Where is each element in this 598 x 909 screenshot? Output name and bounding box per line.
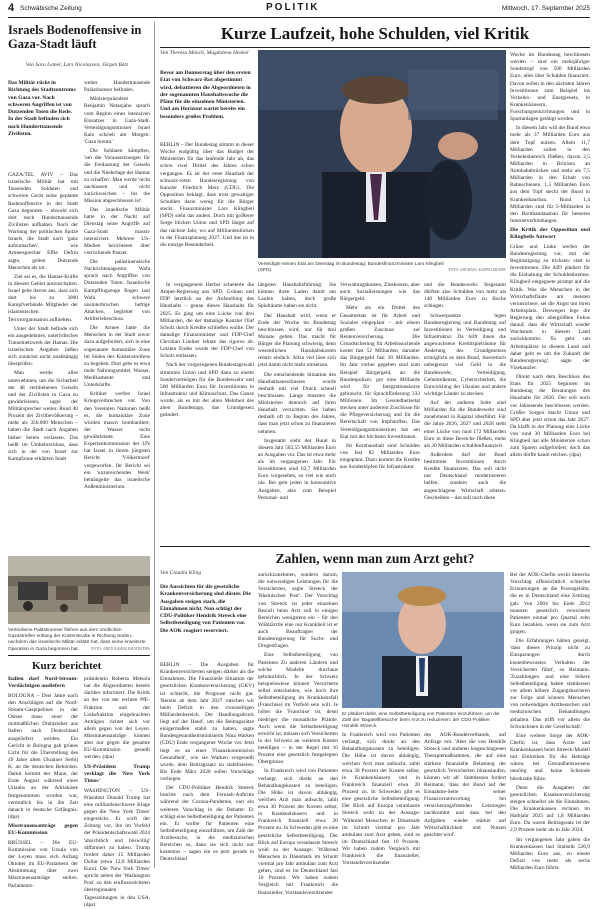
arzt-col3 xyxy=(424,732,506,868)
paragraph: Direkt nach dem Beschluss des Etats für 2025 beginnen im Bundestag die Beratungen des Haushalts für 2026. Der soll noch vor Jahresende beschlossen werden. Größer Sorgen macht Union und SPD aber jetzt schon das Jahr 2027. Da klafft in der Planung eine Lücke von rund 30 Milliarden Euro bei Klingbeil hat alle Ministerien schon zum Sparen aufgefordert, doch das allein dürfte kaum reichen. (dpa) xyxy=(510,374,590,459)
paragraph: Insgesamt sieht der Bund in diesem Jahr 502,55 Milliarden Euro an Ausgaben vor. Das ist etwa mehr als im vergangenen Jahr. Für Investitionen sind 62,7 Milliarden Euro vorgesehen, so viel wie noch nie. Bei geht jeden in konsumtive Ausgaben, also zum Beispiel Personal- und xyxy=(258,437,336,501)
arzt-col2 xyxy=(258,572,338,896)
paragraph: Ministerpräsident Benjamin Netanjahu sprach vom Beginn eines intensiven Einsatzes in Gaza-Stadt. Verteidigungsminister Israel Katz schrieb am Morgen: 'Gaza brennt.' xyxy=(84,96,150,145)
paragraph: In diesem Jahr will der Bund etwa mehr als 37 Milliarden Euro aus dem Topf nutzen. Allein 11,7 Milliarden sollen in den Verkehrsbereich fließen, davon 2,5 Milliarden in Brücken an Autobahnbrücken und mehr als 7,5 Milliarden in den Erhalt von Bahnschienen. 1,5 Milliarden Euro aus dem Topf steckt der Bund in Krankenhausbau. Rund 1,4 Milliarden sind für 5-Milliarden in den Breitbandausbau für besseres Internetverbindungen. xyxy=(510,125,590,224)
israel-body-col2 xyxy=(84,80,150,552)
budget-subhead: Die Kritik der Opposition und Klingbeils Antwort xyxy=(510,227,590,241)
paragraph: In Frankreich wird von Patienten verlangt, sich direkt an den Behandlungskosten zu beteiligen. Die Höhe ist davon abhängig, welchen Arzt man aufsucht, zahlt etwa 30 Prozent der Kosten selbst, in Krankenhäusern und in Frankreich finanziell etwa 20 Prozent zu. In Schweden gibt es eine gesetzliche Selbstbeteiligung. Der Blick auf Europa veranlasste Streeck wohl zu der Aussage: 'Während Menschen in Dänemark im Schnitt viermal pro Jahr ambulant zum Arzt gehen, sind es im Deutschland fast 10 Prozent. Wir haben zudem Vergleich mit Frankreich die finanzieller, Vorstandsvorsitzender xyxy=(342,732,420,867)
paragraph: Die Erfahrungen hätten gezeigt, 'dass dieses Prinzip nicht zu Einsparungen durch kostenbewusstes Verhalten der Versicherten führt', so Reimann. 'Zuzahlungen und eine höhere Selbstbeteiligung haben stattdessen vor allem höhere Zugangsbarrieren zur Folge und können Menschen von notwendigen Arztbesuchen und medizinischen Behandlungen abhalten. Das trifft vor allem die Schwächsten in der Gesellschaft.' xyxy=(510,638,590,730)
paragraph: Bei der AOK-Chefin weckt Streecks Vorschlag offensichtlich schlechte Erinnerungen an die Praxisgebühr, die es in Deutschland eine Zeitlang gab. Von 2004 bis Ende 2012 mussten gesetzlich versicherte Patienten einmal pro Quartal zehn Euro bezahlen, wenn sie zum Arzt gingen. xyxy=(510,572,590,635)
paragraph: Die Armee hatte die Menschen in der Stadt zuvor dazu aufgefordert, sich in eine sogenannte humanitäre Zone im Süden des Küstenstreifens zu begeben. Dort gebe es etwa mehr Nahrungsmittel, Wasser, Medikamente und Unterkünfte. xyxy=(84,325,150,389)
paragraph: weiter Hunderttausende Palästinenser befinden. xyxy=(84,80,150,94)
israel-lead: Das Militär rückt in Richtung des Stadtzentrums von Gaza vor. Nach schweren Angriffen ist von Dutzenden Toten die Rede. In der Stadt befinden sich noch Hunderttausende Zivilisten. xyxy=(8,80,76,137)
news-title: Misstrauensanträge gegen EU-Kommission xyxy=(8,823,78,837)
budget-headline: Kurze Laufzeit, hohe Schulden, viel Kritik xyxy=(220,24,530,43)
paragraph: Im vergangenen Jahr gaben die Krankenkassen laut Statistik 526,9 Milliarden Euro aus, zu einem Defizit von mehr als sechs Milliarden Euro führte. xyxy=(510,836,590,871)
paragraph: In vergangenem Herbst scheiterte die Ampel-Regierung aus SPD, Grünen und FDP letztlich an der Aufstellung des Haushalts – genau dieses Haushalts für 2025. Es ging um eine Lücke von drei Milliarden, die der damalige Kanzler Olaf Scholz durch Kredite schließen wollte. Der damalige Finanzminister und FDP-Chef Christian Lindner lehnte das rigoros ab. Letzten Endes wurde der FDP-Chef von Scholz entlassen. xyxy=(160,282,254,360)
paragraph: Die entscheidende Situation des Haushaltsausschusses wurde deshalb mit viel Druck schnell beschlossen. Lange mussten die Ministerien dennoch auf ihren Haushalt verzichten. Sie haben deshalb oft zu Beginn des Jahres, dass man jetzt schon zu finanzieren nehmen. xyxy=(258,371,336,435)
paragraph: Die Soldaten kämpften, 'um die Voraussetzungen für die Freilassung der Geiseln und die Niederlage der Hamas zu schaffen'. Man werde 'nicht nachlassen und nicht zurückweichen – bis die Mission abgeschlossen ist'. xyxy=(84,148,150,204)
issue-date: Mittwoch, 17. September 2025 xyxy=(501,5,590,12)
kurz-rule xyxy=(8,655,150,656)
paragraph: GAZA/TEL AVIV – Das israelische Militär hat mit Tausenden Soldaten und schweren Gerät seine geplante Bodenoffensive in der Stadt Gaza begonnen – obwohl sich dort noch Hunderttausende Zivilisten aufhalten. Nach der Warnung der politischen Spitze Israels, die Stadt nach 'ganz aufzumachen', wie Armeesprecher Effie Defrin sagte, gelten Dutzende Menschen als tot. xyxy=(8,172,78,271)
paragraph: Ziel sei es, die Hamas-Kräfte in diesem Gebiet auszuschalten. Israel gehe davon aus, dass sich dort bis zu 3000 Kampfverbände Mitglieder der islamistischen Terrororganisation aufhielten. xyxy=(8,273,78,323)
budget-col4 xyxy=(424,282,506,542)
news-text: BRÜSSEL – Die EU-Kommission von Ursula von der Leyen muss sich Anfang Oktober im EU-Parlament der Abstimmung über zwei Misstrauensanträge stellen. Parlaments- xyxy=(8,839,78,889)
section-title: POLITIK xyxy=(266,2,320,13)
kurz-col2 xyxy=(84,676,150,908)
paragraph: Im Kernhaushalt sind Schulden von fast 82 Milliarden Euro eingeplant. Dazu kommt die Kredite aus Sondertöpfen für Infrastruktur xyxy=(340,442,420,471)
klingbeil-photo-caption: Verteidigte seinen Etat am Dienstag im Bundestag: Bundesfinanzminister Lars Klingbeil (SPD). xyxy=(258,262,444,274)
paragraph: Außerdem darf der Bund bestimmte Investitionen durch Kredite finanzieren. Das soll nicht nur Deutschland modernisieren helfen, sondern auch die angeschlagene Wirtschaft stützen. Gescheiben – das soll noch diese xyxy=(424,451,506,501)
news-title: US-Präsident Trump verklagt die 'New York Times' xyxy=(84,763,150,785)
news-text: präsidentin Roberta Metsola hat die Abgeordneten bereits darüber informiert. Die Kritik an der von der rechten PfE-Fraktion und der Linksfraktion eingebrachten Anträgen richtet sich vor allem gegen von der Leyen. Misstrauensanträge können aber nur gegen die gesamte EU-Kommission gestellt werden. (dpa) xyxy=(84,676,150,761)
paragraph: Eine weitere Sorge der AOK-Chefin ist, dass Ärzte und Krankenkassen beim Streeck-Modell mit Eintreiben für die Beiträge wären, bei Gesundheitswesens unnötig und keine Scheinde bürokratie führe. xyxy=(510,732,590,782)
budget-byline: Von Theresa Münch, Magdalena Henkel xyxy=(160,50,249,56)
paragraph: längsten Haushaltsführung: Sie können ihren Laden damit am Laufen halten, doch große Spielräume haben sie nicht. xyxy=(258,282,336,310)
paragraph: BERLIN – Der Bundestag stimmt in dieser Woche endgültig über das Budget der Ministerien für das laufende Jahr ab, das schon zwei Drittel des Jahres schon vergangen. Es ist der erste Haushalt der schwarz-roten Bundesregierung von Kanzler Friedrich Merz (CDU). Die Opposition beklagt, dass trotz gewaltiger Schulden darin wenig für die Bürger steckt. Finanzminister Lars Klingbeil (SPD) sieht das anders. Doch mit größerer Sorge blicken Union und SPD längst auf das nächste Jahr, wo auf Milliardenlücken in der Finanzplanung 2027. Und das ist in die einzige Besonderheit. xyxy=(160,142,254,248)
paragraph: Verwaltungskosten, Zinskosten, aber auch Sozialleistungen wie das Bürgergeld. xyxy=(340,282,420,303)
masthead xyxy=(8,4,590,16)
paragraph: Schwerpunkte legen Bundesregierung und Bundestag auf Investitionen in Verteidigung und Infrastruktur. Da hilft ihnen die angewachsene Kreditspielräume für Änderung des Grundgesetzes ermöglicht es dem Bund, theoretisch unbegrenzt viel Geld in die Bundeswehr, Verteidigung, Geheimdienste, Cybersicherheit, die Entwicklung der Ukraine und andere wichtige Länder zu stecken. xyxy=(424,312,506,397)
paragraph: Man werde alles unternehmen, um die Sicherheit der 48 verbliebenen Geiseln und der Zivilisten in Gaza zu gewährleisten, sagte der Militärsprecher weiter. Rund 40 Prozent der Zivilbevölkerung – mehr als 350.000 Menschen – haben die Stadt nach Angaben bisher Seiten verlassen. Das heißt im Umkehrschluss, dass sich in der von Israel zur Kampfzone erklärten Stadt xyxy=(8,370,78,462)
paragraph: Unter der Stadt befinde sich ein ausgedehntes, unterirdisches Tunnelnetzwerk der Hamas. Die israelischen Angaben ließen sich zunächst nicht unabhängig überprüfen. xyxy=(8,325,78,368)
paragraph: Woche im Bundestag beschlossen werden – sind ein mehrjähriger Sondertopf von 500 Milliarden Euro, alles über Schulden finanziert. Davon sollen in den nächsten Jahren Investitionen zum Beispiel ins Verkehrs- und Energienetz, in Krankenhäusern, Forschungseinrichtungen und in Sportanlagen getätigt werden. xyxy=(510,52,590,123)
budget-col5 xyxy=(510,52,590,542)
page-number: 4 xyxy=(8,2,15,14)
news-text: WASHINGTON – US-Präsident Donald Trump hat eine milliardenschwere Klage gegen die 'New York Times' eingereicht. Er wirft der Zeitung vor, ihn im Vorfeld der Präsidentschaftswahl 2024 'absichtlich und böswillig' diffamiert zu haben. Trump fordert daher 15 Milliarden Dollar (etwa 12,8 Milliarden Euro). Die 'New York Times' spricht neben der 'Washington Post' zu den einflussreichsten überregionalen Tageszeitungen in den USA. (dpa) xyxy=(84,787,150,908)
paragraph: zurückzunehmen, sondern darum, die notwendigen Leistungen für die Versicherten, sagte Streeck der 'Rheinischen Post'. Der Vorschlag von Streeck ist jeder einzelnen Besuch beim Arzt soll in einigen Bereichen wenigstens ein – für den Wähltärztle eine nur Krankheit ist er auch Beauftragter der Bundesregierung für Sucht- und Drogenfragen. xyxy=(258,572,338,650)
paragraph: Kritiker werfen Israel Kriegsverbrechen vor. Von den Vereinten Nationen heißt es, die humanitäre Zone würden massiv bombardiert, der Wasser nicht gewährleistet. Eine Expertenkommission der UN hat Israel in ihrem jüngsten Bericht 'Völkermord' vorgeworfen. Ihr Bericht sei ein 'unzureichendes Werk' bemängelte das israelische Außenministerium. xyxy=(84,391,150,490)
budget-col2 xyxy=(258,282,336,542)
arzt-rule xyxy=(160,546,590,547)
israel-byline: Von Sara Lemel, Lars Nicolaysen, Jürgen Bätz xyxy=(25,62,129,68)
paragraph: In Frankreich wird von Patienten verlangt, sich direkt an den Behandlungskosten zu beteiligen. Die Höhe ist davon abhängig, welchen Arzt man aufsucht, zahlt etwa 30 Prozent der Kosten selbst, in Krankenhäusern und in Frankreich finanziell etwa 20 Prozent zu. In Schweden gibt es eine gesetzliche Selbstbeteiligung. Der Blick auf Europa veranlasste Streeck wohl zu der Aussage: 'Während Menschen in Dänemark im Schnitt viermal pro Jahr ambulant zum Arzt gehen, sind es im Deutschland fast 10 Prozent. Wir haben zudem Vergleich mit Frankreich die finanzieller, Vorstandsvorsitzender xyxy=(258,768,338,896)
paragraph: Eine Selbstbeteiligung von Patienten Zu anderen Ländern und solche Modelle durchaus gebräuchlich. In der Schweiz beispielsweise können Versicherte selbst entscheiden, wie hoch ihre Selbstbeteiligung im Krankheitsfall (Franchise) im Vorfeld sein will. Je höher die 'Franchise' ist, desto niedriger die monatliche Prämie. Auch wenn die Selbstbeteiligung erreicht ist, müssen sich Versicherten in der Schweiz an weiteren Kosten beteiligen – in der Regel mit 10 Prozent eine gesetzlich festgelegten Obergrenze. xyxy=(258,652,338,766)
budget-col1 xyxy=(160,282,254,542)
budget-rule xyxy=(160,47,590,48)
masthead-rule xyxy=(8,17,590,18)
column-divider xyxy=(154,22,155,868)
news-text: BOLOGNA – Drei Jahre nach den Anschlägen auf die Nord-Stream-Gaspipelines in der Ostsee muss einer der mutmaßlichen Drahtzieher aus Italien nach Deutschland ausgeliefert werden. Ein Gericht in Bologna gab grünes Licht für die Überstellung des 49 Jahre alten Ukrainer Serhij K. an die deutschen Behörden. Damit kommt der Mann, der Ende August während eines Urlaubs an der Adriaküste festgenommen worden war, vermutlich bis in die Zeit danach in deutsche Gefängnis. (dpa) xyxy=(8,692,78,820)
kurz-col1 xyxy=(8,676,78,889)
paragraph: Nach der vorgezogenen Bundestagswahl stimmten Union und SPD dann zu einem Sondervermögen für die Bundeswehr und 500 Milliarden Euro für Investitionen in Infrastruktur und Klimaschutz. Das Ganze wurde, als es mit der alten Mehrheit des alten Bundestags, das Grundgesetz geändert. xyxy=(160,362,254,419)
israel-photo xyxy=(8,556,150,624)
kurz-headline: Kurz berichtet xyxy=(32,660,102,672)
budget-lead: Bevor am Donnerstag über den ersten Etat von Schwarz-Rot abgestimmt wird, debattieren die Abgeordneten in der sogenannten Haushaltswoche die Pläne für die einzelnen Ministerien. Und am Horizont wartet bereits ein besonders großes Problem. xyxy=(160,70,251,120)
arzt-col4 xyxy=(510,572,590,871)
arzt-byline: Von Claudia Kling xyxy=(160,570,201,576)
paper-name: Schwäbische Zeitung xyxy=(20,5,82,12)
paragraph: und die Bundeswehr. Insgesamt dürften also Schulden von mehr als 140 Milliarden Euro zu Buche schlagen. xyxy=(424,282,506,310)
arzt-lead: Die Aussichten für die gesetzliche Krankenversicherung sind düster. Die Ausgaben steigen stark, die Einnahmen nicht. Nun schlägt der CDU-Politiker Hendrik Streeck eine Selbstbeteiligung von Patienten vor. Die AOK reagiert reserviert. xyxy=(160,584,251,634)
paragraph: Die palästinensische Nachrichtenagentur Wafa sprach nach Angriffen von Dutzenden Toten. Israelische Kampfflugzeuge flogen laut Wafa schwere unsinterbrochen heftige Attacken, begleitet von Artilleriebeschuss. xyxy=(84,259,150,322)
israel-photo-credit: FOTO: ABED RAHIM KHATIB/DPA xyxy=(91,647,150,651)
israel-body-col1 xyxy=(8,172,78,552)
klingbeil-photo-credit: FOTO: MICHAEL KAPPELER/DPA xyxy=(448,268,506,272)
paragraph: Denn die Ausgaben der gesetzlichen Krankenversicherung steigen schneller als die Einnahmen. Die Krankenkassen rechnen im Halbjahr 2025 auf 1,8 Milliarden Euro. Da waren Beitragssatz ist der 2,9 Prozent mehr als in Jahr 2024. xyxy=(510,784,590,834)
paragraph: Grüne und Linke werfen der Bundesregierung vor, mit der Begünstigung zu tricksen: statt in Investitionen. Die AfD plädiert für die Einhaltung der Schuldenbremse. Klingbeil entgegnete prompt auf die Kritik. Was die Menschen in der Wirtschaftsflaute am meisten verunsichere, sei die Angst um ihren Arbeitsplatz. Deswegen lege die Regierung den allergrößten Fokus darauf, dass die Wirtschaft wieder Wachstum in diesem Land zurückkommt. 'Es geht um Arbeitsplätze in diesem Land und daher geht es um die Zukunft der Bundesregierung', sagte der Vizekanzler. xyxy=(510,243,590,371)
arzt-col3-left xyxy=(342,732,420,868)
paragraph: Der CDU-Politiker Hendrik Streeck brachte nach dem Fernseh-Auftritte während der Corona-Pandemie, nun ein weiteren Vorschlag in die Debatte: Er schlägt eine Selbstbeteiligung der Patienten ein. Er wollte für Patienten eine Selbstbeteiligung einzuführen, um Zahl der Arztbesuche, in die medizinischen Bereichen so, dann sie sich nicht nur kostenlos – sagen ein es jetzt gerade in Deutschland xyxy=(160,785,255,863)
arzt-col1 xyxy=(160,662,254,868)
paragraph: BERLIN – Die Ausgaben für Krankenversicherten steigen stärker als die Einnahmen. Die Finanzielle Situation der gesetzlichen Krankenversicherung (GKV) ist schlecht, die Prognose nicht gut. 'Bereits ab dem Jahr 2027 rutschen wir beim Defizit in den zweistelligen Milliardenbereich. Der Handlungsdruck liegt auf der Hand', um die Beitragssätze einigermaßen stabil zu halten, sagte Bundesgesundheitsministerin Nina Warken (CDU) Ende vergangener Woche vor. Jetzt liegt es an einer 'Finanzkommission Gesundheit', wie sie Warken vorgestellt wurde, dem Beitragssatz zu stabilisieren. Bis Ende März 2026 sollen Vorschläge vorliegen. xyxy=(160,662,254,782)
arzt-headline: Zahlen, wenn man zum Arzt geht? xyxy=(275,551,475,566)
paragraph: Das israelische Militär hatte in der Nacht auf Dienstag seine Angriffe auf Gaza-Stadt massiv intensiviert. Mehrere US-Medien berichteten über vorrückende Panzer. xyxy=(84,207,150,256)
budget-col3 xyxy=(340,282,420,542)
paragraph: Mehr als ein Drittel des Gesamtetats ist für Arbeit und Soziales eingeplant – mit einem großen Zuschuss zur Rentenversicherung. Die Grundsicherung für Arbeitssuchende kostet fast 52 Milliarden, darunter das Bürgergeld fast 30 Milliarden. Im Jahr vorher gegeben sind zum Beispiel Bürgergeld, an die Bundespolizei, gut eine Milliarde wird für Integrationskurse gebraucht, für Sprachförderung 333 Millionen. Im Gesundheitsetat stecken unter anderem Zuschüsse für die Pflegeversicherung und für die Bereitschaft von Impfstoffen. Das Verteidigungsministerium hat am Etat mit der höchsten Investitionen. xyxy=(340,305,420,440)
israel-headline: Israels Bodenoffensive in Gaza-Stadt läuft xyxy=(8,23,142,51)
klingbeil-photo xyxy=(258,50,506,258)
streeck-photo-caption: Er plädiert dafür, eine Selbstbeteiligung von Patienten einzuführen, um die Zahl der 'Bagatellbesuche' beim Arzt zu reduzieren: der CDU-Politiker Hendrik Streeck. xyxy=(342,712,500,730)
paragraph: Auf der anderen Seite sind Milliarden für die Bundeswehr sind zunehmend in Kapital überführt. Für die Jahre 2026, 2027 und 2028 steht einer Lücke von rund 172 Milliarden Euro in diese Bereiche fließen, mehr als 30 Milliarden schuldenfinanziert. xyxy=(424,400,506,449)
paragraph: Der Haushalt wird, wenn er Ende der Woche im Bundestag beschlossen wird, nur für drei Monate gelten. Das macht für Bürger die Planung schwierig, denn wesentlichen Haushaltskosten relativ einfach: Allzu viel lässt sich jetzt damit nicht mehr umsetzen. xyxy=(258,312,336,369)
news-title: Italien darf Nord-Stream-Verdächtigen ausliefern xyxy=(8,676,78,690)
paragraph: des AOK-Bundesverbands, auf Anfrage mit. 'Aber die von Hendrik Streeck und anderen losgeschlagenen Therapiemaßnahmen, die auf eine stärkere finanzielle Belastung der gesetzlich Versicherten hinauslaufen, können wir ab'. Stattdessen fordert Reimann, 'dass der Bund auf der Einnahme-Seite seiner Finanzverantwortung bei versicherungsfremden Leistungen nachkommt und dass bei den Aufgaben wieder stärker auf Wirtschaftlichkeit und Nutzen geachtet wird'. xyxy=(424,732,506,838)
israel-photo-caption: Vertriebene Palästinenser fliehen aus dem nördlichen Gazastreifen entlang der Küstenstraße in Richtung Süden, nachdem das israelische Militär erklärt hat, dass seine erweiterte Operation in Gaza begonnen hat. xyxy=(8,628,146,652)
streeck-photo xyxy=(342,572,504,708)
